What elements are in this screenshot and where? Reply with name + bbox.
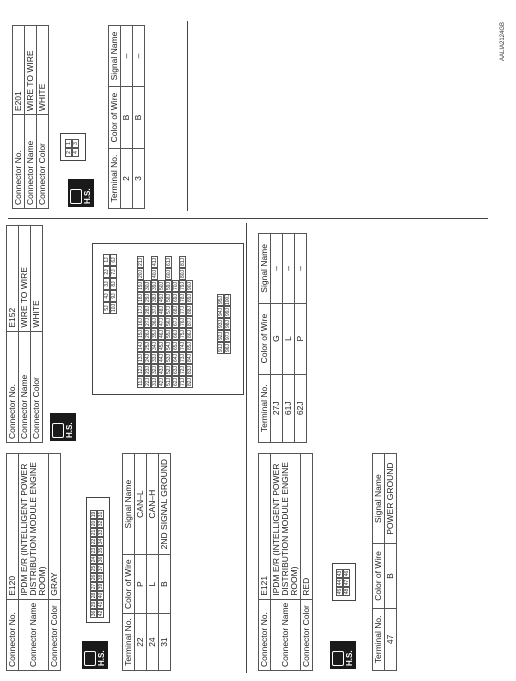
connector-pin: 1J <box>103 254 110 266</box>
connector-pin: 29J <box>145 293 151 303</box>
connector-pin: 35 <box>98 547 104 554</box>
connector-pin: 48J <box>159 305 165 315</box>
hs-icon: H.S. <box>50 413 76 441</box>
connector-pin: 15J <box>138 329 144 339</box>
connector-pin: 52J <box>166 365 172 375</box>
connector-pin: 94J <box>218 307 224 317</box>
connector-pin: 48 <box>344 588 350 595</box>
connector-pin: 98J <box>225 319 231 329</box>
connector-pin: 74J <box>180 341 186 351</box>
connector-pin: 72J <box>180 365 186 375</box>
e120-color: GRAY <box>49 454 61 600</box>
e152-info-table: Connector No. E152 Connector Name WIRE TO WIRE Connector Color WHITE <box>6 225 43 443</box>
connector-pin: 24 <box>91 556 97 563</box>
connector-pin: 85J <box>187 341 193 351</box>
e201-color: WHITE <box>37 26 49 115</box>
connector-pin: 42 <box>98 610 104 617</box>
connector-pin: 34 <box>98 538 104 545</box>
connector-pin: 27 <box>91 583 97 590</box>
horizontal-divider <box>187 21 188 211</box>
e121-signal-table: Terminal No. Color of Wire Signal Name 47 B POWER GROUND <box>372 453 397 671</box>
connector-pin: 14J <box>138 341 144 351</box>
connector-pin: 38 <box>98 574 104 581</box>
label-connector-color: Connector Color <box>49 599 61 670</box>
connector-pin: 58J <box>166 293 172 303</box>
connector-pin: 4 <box>72 148 79 157</box>
connector-pin: 44 <box>337 579 343 586</box>
connector-pin: 45J <box>159 341 165 351</box>
connector-pin: 56J <box>166 317 172 327</box>
e120-connector-face <box>86 497 110 623</box>
connector-pin: 45 <box>337 588 343 595</box>
label-connector-name: Connector Name <box>19 599 49 670</box>
label-connector-no: Connector No. <box>7 599 19 670</box>
connector-pin: 6J <box>110 254 117 266</box>
e152-signal-table: Terminal No. Color of Wire Signal Name 27J G – 61J L – 62J P – <box>258 233 307 443</box>
connector-pin: 89J <box>187 293 193 303</box>
table-row: 27J G – <box>271 234 283 443</box>
connector-pin: 50J <box>159 281 165 291</box>
connector-pin: 11J <box>137 376 144 388</box>
connector-pin: 92J <box>218 331 224 341</box>
connector-pin: 51J <box>166 377 172 387</box>
connector-pin: 68J <box>173 305 179 315</box>
e120-signal-table: Terminal No. Color of Wire Signal Name 22 P CAN–L 24 L CAN–H 31 B 2ND SIGNAL GROUND <box>122 453 171 671</box>
connector-pin: 34J <box>152 341 158 351</box>
table-row: 3 B – <box>133 26 145 209</box>
connector-pin: 35J <box>152 329 158 339</box>
connector-pin: 26 <box>91 574 97 581</box>
e121-info-table: Connector No. E121 Connector Name IPDM E/R (INTELLIGENT POWER DISTRIBUTION MODULE ENGINE ROOM) Connector Color RED <box>258 453 313 671</box>
connector-pin <box>186 256 193 268</box>
connector-pin: 87J <box>187 317 193 327</box>
connector-pin: 39J <box>152 281 158 291</box>
connector-pin: 7J <box>110 266 117 278</box>
connector-pin: 97J <box>225 331 231 341</box>
connector-pin: 12J <box>138 365 144 375</box>
connector-pin: 55J <box>166 329 172 339</box>
connector-pin: 76J <box>180 317 186 327</box>
connector-pin: 32 <box>98 520 104 527</box>
connector-pin: 65J <box>173 341 179 351</box>
connector-pin: 81J <box>180 257 186 267</box>
connector-pin: 46J <box>159 329 165 339</box>
connector-pin: 28 <box>91 592 97 599</box>
connector-pin: 47 <box>344 579 350 586</box>
connector-pin <box>158 268 165 280</box>
connector-pin: 2 <box>65 148 72 157</box>
e152-connector-face <box>92 243 244 395</box>
hs-icon: H.S. <box>82 641 108 669</box>
e121-color: RED <box>301 454 313 600</box>
connector-pin: 30J <box>145 281 151 291</box>
connector-pin: 24J <box>145 353 151 363</box>
horizontal-divider-left <box>246 223 247 673</box>
connector-pin: 43J <box>159 365 165 375</box>
connector-pin: 41 <box>98 601 104 608</box>
connector-pin: 86J <box>187 329 193 339</box>
connector-pin: 78J <box>180 293 186 303</box>
e121-connector-face <box>332 563 356 601</box>
connector-pin: 36J <box>152 317 158 327</box>
connector-pin: 83J <box>187 365 193 375</box>
connector-pin: 32J <box>152 365 158 375</box>
connector-pin: 40J <box>152 269 158 279</box>
connector-pin: 38J <box>152 293 158 303</box>
connector-pin: 70J <box>173 281 179 291</box>
connector-pin: 28J <box>145 305 151 315</box>
connector-pin: 62J <box>173 377 179 387</box>
connector-pin: 26J <box>145 329 151 339</box>
connector-pin: 64J <box>173 353 179 363</box>
e201-name: WIRE TO WIRE <box>25 26 37 115</box>
e152-name: WIRE TO WIRE <box>19 226 31 332</box>
connector-pin: 75J <box>180 329 186 339</box>
connector-pin: 46 <box>344 570 350 577</box>
table-row: 47 B POWER GROUND <box>385 454 397 671</box>
footer-code: AALIA2124GB <box>500 21 506 61</box>
connector-pin: 99J <box>225 307 231 317</box>
connector-pin: 71J <box>180 377 186 387</box>
connector-pin: 73J <box>180 353 186 363</box>
connector-pin: 18J <box>138 293 144 303</box>
connector-pin <box>172 256 179 268</box>
hs-icon: H.S. <box>68 179 94 207</box>
connector-pin: 84J <box>187 353 193 363</box>
connector-pin <box>144 256 151 268</box>
connector-pin: 69J <box>173 293 179 303</box>
connector-pin: 57J <box>166 305 172 315</box>
table-row: 24 L CAN–H <box>147 454 159 671</box>
connector-pin: 19 <box>91 511 97 518</box>
e120-name: IPDM E/R (INTELLIGENT POWER DISTRIBUTION MODULE ENGINE ROOM) <box>19 454 49 600</box>
connector-pin: 22 <box>91 538 97 545</box>
connector-pin: 3 <box>72 139 79 148</box>
connector-pin: 61J <box>166 257 172 267</box>
connector-pin: 23 <box>91 547 97 554</box>
connector-pin: 60J <box>166 269 172 279</box>
connector-pin: 66J <box>173 329 179 339</box>
connector-pin: 33 <box>98 529 104 536</box>
connector-pin: 39 <box>98 583 104 590</box>
connector-pin: 91J <box>218 343 224 353</box>
connector-pin: 29 <box>91 601 97 608</box>
e201-connector-face <box>60 133 86 161</box>
connector-pin: 27J <box>145 317 151 327</box>
connector-pin: 20J <box>138 269 144 279</box>
connector-pin: 37J <box>152 305 158 315</box>
connector-pin: 20 <box>91 520 97 527</box>
connector-pin: 5J <box>103 302 110 314</box>
connector-pin: 25 <box>91 565 97 572</box>
connector-pin: 77J <box>180 305 186 315</box>
connector-pin <box>186 268 193 280</box>
connector-pin: 25J <box>145 341 151 351</box>
connector-pin: 31 <box>98 511 104 518</box>
connector-pin: 4J <box>103 290 110 302</box>
connector-pin: 31J <box>152 377 158 387</box>
connector-pin: 47J <box>159 317 165 327</box>
connector-pin <box>144 268 151 280</box>
connector-pin: 37 <box>98 565 104 572</box>
connector-pin: 21J <box>138 257 144 267</box>
table-row: 62J P – <box>295 234 307 443</box>
e121-name: IPDM E/R (INTELLIGENT POWER DISTRIBUTION MODULE ENGINE ROOM) <box>271 454 301 600</box>
connector-pin: 93J <box>218 319 224 329</box>
connector-pin: 22J <box>145 377 151 387</box>
e201-info-table: Connector No. E201 Connector Name WIRE TO WIRE Connector Color WHITE <box>12 25 49 209</box>
connector-pin: 43 <box>337 570 343 577</box>
connector-pin <box>158 256 165 268</box>
connector-pin: 2J <box>103 266 110 278</box>
table-row: 22 P CAN–L <box>135 454 147 671</box>
e152-no: E152 <box>7 226 19 332</box>
connector-pin: 17J <box>138 305 144 315</box>
connector-pin: 40 <box>98 592 104 599</box>
connector-pin: 54J <box>166 341 172 351</box>
e120-no: E120 <box>7 454 19 600</box>
connector-pin: 23J <box>145 365 151 375</box>
connector-pin: 19J <box>138 281 144 291</box>
connector-pin: 63J <box>173 365 179 375</box>
connector-pin: 21 <box>91 529 97 536</box>
connector-pin: 42J <box>159 377 165 387</box>
connector-pin: 90J <box>187 281 193 291</box>
connector-pin: 82J <box>187 377 193 387</box>
connector-pin <box>172 268 179 280</box>
connector-pin: 95J <box>218 295 224 305</box>
connector-pin: 44J <box>159 353 165 363</box>
connector-pin: 79J <box>180 281 186 291</box>
connector-pin: 96J <box>225 343 231 353</box>
connector-pin: 10J <box>111 303 117 313</box>
connector-pin: 3J <box>103 278 110 290</box>
connector-pin: 88J <box>187 305 193 315</box>
connector-pin: 36 <box>98 556 104 563</box>
e121-no: E121 <box>259 454 271 600</box>
connector-pin: 59J <box>166 281 172 291</box>
table-row: 61J L – <box>283 234 295 443</box>
e201-no: E201 <box>13 26 25 115</box>
connector-pin: 8J <box>110 278 117 290</box>
connector-pin: 16J <box>138 317 144 327</box>
connector-pin: 67J <box>173 317 179 327</box>
connector-pin: 49J <box>159 293 165 303</box>
hs-icon: H.S. <box>330 641 356 669</box>
e201-signal-table: Terminal No. Color of Wire Signal Name 2 B – 3 B – <box>108 25 145 209</box>
connector-pin: 9J <box>110 290 117 302</box>
connector-pin: 80J <box>180 269 186 279</box>
connector-pin: 41J <box>152 257 158 267</box>
connector-pin: 100J <box>225 294 231 305</box>
connector-pin: 36 <box>91 610 97 617</box>
vertical-divider <box>8 218 488 219</box>
e120-info-table <box>6 453 61 671</box>
connector-pin: 53J <box>166 353 172 363</box>
connector-pin: 1 <box>65 139 72 148</box>
connector-pin: 13J <box>138 353 144 363</box>
e152-color: WHITE <box>31 226 43 332</box>
table-row: 2 B – <box>121 26 133 209</box>
table-row: 31 B 2ND SIGNAL GROUND <box>159 454 171 671</box>
connector-pin: 33J <box>152 353 158 363</box>
